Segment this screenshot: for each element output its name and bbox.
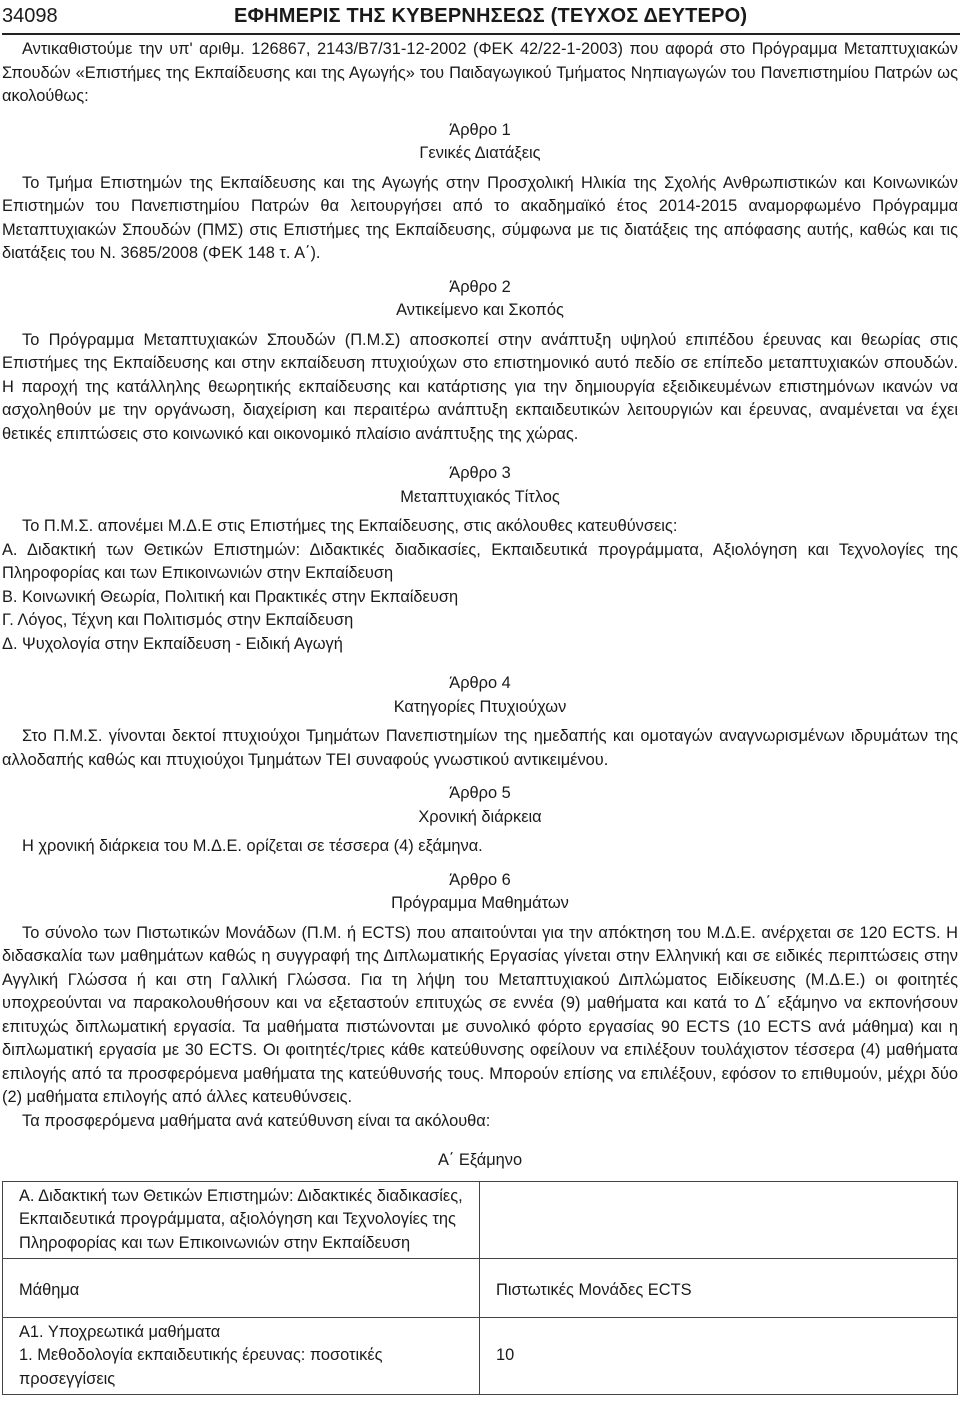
list-item: Δ. Ψυχολογία στην Εκπαίδευση - Ειδική Αγωγή (2, 634, 343, 653)
article-4-title: Άρθρο 4 (449, 674, 511, 692)
article-2-subtitle: Αντικείμενο και Σκοπός (396, 301, 564, 319)
header-rule (2, 33, 960, 35)
article-2-title: Άρθρο 2 (449, 277, 511, 296)
article-3-paragraph: Το Π.Μ.Σ. απονέμει Μ.Δ.Ε στις Επιστήμες της Εκπαίδευσης, στις ακόλουθες κατευθύνσεις: (22, 517, 678, 535)
course-cell (3, 1317, 480, 1395)
course-group-label: Α1. Υποχρεωτικά μαθήματα (19, 1322, 221, 1341)
direction-cell: Α. Διδακτική των Θετικών Επιστημών: Διδακτικές διαδικασίες, Εκπαιδευτικά προγράμματα, αξιολόγηση και Τεχνολογίες της Πληροφορίας και των Επικοινωνιών στην Εκπαίδευση (3, 1181, 480, 1259)
article-2-paragraph: Το Πρόγραμμα Μεταπτυχιακών Σπουδών (Π.Μ.Σ) αποσκοπεί στην ανάπτυξη υψηλού επιπέδου έρευνας και θεωρίας στις Επιστήμες της Εκπαίδευσης και στην εκπαίδευση πτυχιούχων στο επιστημονικό αυτό πεδίο σε επίπεδο μεταπτυχιακών σπουδών. Η παροχή της κατάλληλης θεωρητικής εκπαίδευσης και κατάρτισης για την δημιουργία εξειδικευμένων επιστημόνων ικανών να ασχοληθούν με την οργάνωση, διαχείριση και περαιτέρω ανάπτυξη εκπαιδευτικών λειτουργιών και έρευνας, αναμένεται να έχει θετικές επιπτώσεις στο κοινωνικό και οικονομικό πλαίσιο ανάπτυξης της χώρας. (2, 330, 958, 443)
article-1-paragraph: Το Τμήμα Επιστημών της Εκπαίδευσης και της Αγωγής στην Προσχολική Ηλικία της Σχολής Ανθρωπιστικών και Κοινωνικών Επιστημών του Πανεπιστημίου Πατρών θα λειτουργήσει από το ακαδημαϊκό έτος 2014-2015 αναμορφωμένο Πρόγραμμα Μεταπτυχιακών Σπουδών (ΠΜΣ) στις Επιστήμες της Εκπαίδευσης, σύμφωνα με τις διατάξεις της απόφασης αυτής, καθώς και τις διατάξεις του Ν. 3685/2008 (ΦΕΚ 148 τ. Α΄). (2, 173, 958, 262)
list-item: Β. Κοινωνική Θεωρία, Πολιτική και Πρακτικές στην Εκπαίδευση (2, 587, 459, 606)
article-5-title: Άρθρο 5 (449, 784, 511, 802)
semester-title: Α΄ Εξάμηνο (437, 1151, 523, 1169)
table-row (3, 1317, 958, 1395)
article-6-title: Άρθρο 6 (449, 870, 511, 889)
course-name: 1. Μεθοδολογία εκπαιδευτικής έρευνας: ποσοτικές προσεγγίσεις (19, 1346, 383, 1388)
article-5-paragraph: Η χρονική διάρκεια του Μ.Δ.Ε. ορίζεται σε τέσσερα (4) εξάμηνα. (22, 837, 483, 855)
table-row (3, 1181, 958, 1259)
article-4-subtitle: Κατηγορίες Πτυχιούχων (393, 697, 567, 716)
column-header-course: Μάθημα (3, 1259, 480, 1318)
document-body (2, 38, 958, 1395)
page-header (2, 0, 958, 34)
page-number: 34098 (2, 5, 58, 27)
ects-value: 10 (480, 1317, 958, 1395)
article-6-subtitle: Πρόγραμμα Μαθημάτων (391, 894, 569, 912)
list-item: Α. Διδακτική των Θετικών Επιστημών: Διδακτικές διαδικασίες, Εκπαιδευτικά προγράμματα, Αξιολόγηση και Τεχνολογίες της Πληροφορίας και των Επικοινωνιών στην Εκπαίδευση (2, 540, 958, 582)
article-3-title: Άρθρο 3 (449, 464, 511, 482)
article-3-subtitle: Μεταπτυχιακός Τίτλος (400, 487, 560, 506)
article-5-subtitle: Χρονική διάρκεια (418, 807, 542, 826)
column-header-ects: Πιστωτικές Μονάδες ECTS (480, 1259, 958, 1318)
article-6-paragraph: Το σύνολο των Πιστωτικών Μονάδων (Π.Μ. ή ECTS) που απαιτούνται για την απόκτηση του Μ.Δ.Ε. ανέρχεται σε 120 ECTS. Η διδασκαλία των μαθημάτων καθώς η συγγραφή της Διπλωματικής Εργασίας γίνεται στην Ελληνική και σε ειδικές περιπτώσεις στην Αγγλική Γλώσσα ή και στη Γαλλική Γλώσσα. Για τη λήψη του Μεταπτυχιακού Διπλώματος Ειδίκευσης (Μ.Δ.Ε.) οι φοιτητές υποχρεούνται να παρακολουθήσουν και να εξεταστούν επιτυχώς σε εννέα (9) μαθήματα και κατά το Δ΄ εξάμηνο να εκπονήσουν επιτυχώς διπλωματική εργασία. Τα μαθήματα πιστώνονται με συνολικό φόρτο εργασίας 90 ECTS (10 ECTS ανά μάθημα) και η διπλωματική εργασία με 30 ECTS. Οι φοιτητές/τριες κάθε κατεύθυνσης οφείλουν να επιλέξουν τουλάχιστον τέσσερα (4) μαθήματα επιλογής από τα προσφερόμενα μαθήματα της κατεύθυνσής τους. Μπορούν επίσης να επιλέξουν, εφόσον το επιθυμούν, μέχρι δύο (2) μαθήματα επιλογής από άλλες κατευθύνσεις. (2, 923, 958, 1106)
article-3-direction-list (2, 539, 958, 657)
list-item: Γ. Λόγος, Τέχνη και Πολιτισμός στην Εκπαίδευση (2, 611, 354, 629)
article-1-subtitle: Γενικές Διατάξεις (419, 144, 541, 162)
empty-cell (480, 1181, 958, 1259)
article-6-courses-intro: Τα προσφερόμενα μαθήματα ανά κατεύθυνση είναι τα ακόλουθα: (22, 1111, 491, 1130)
table-header-row (3, 1259, 958, 1318)
gazette-title: ΕΦΗΜΕΡΙΣ ΤΗΣ ΚΥΒΕΡΝΗΣΕΩΣ (ΤΕΥΧΟΣ ΔΕΥΤΕΡΟ) (234, 5, 748, 27)
article-1-title: Άρθρο 1 (449, 120, 511, 139)
courses-table (2, 1181, 958, 1396)
article-4-paragraph: Στο Π.Μ.Σ. γίνονται δεκτοί πτυχιούχοι Τμημάτων Πανεπιστημίων της ημεδαπής και ομοταγών αναγνωρισμένων ιδρυμάτων της αλλοδαπής καθώς και πτυχιούχοι Τμημάτων ΤΕΙ συναφούς γνωστικού αντικειμένου. (2, 727, 958, 769)
intro-paragraph: Αντικαθιστούμε την υπ' αριθμ. 126867, 2143/Β7/31-12-2002 (ΦΕΚ 42/22-1-2003) που αφορά στο Πρόγραμμα Μεταπτυχιακών Σπουδών «Επιστήμες της Εκπαίδευσης και της Αγωγής» του Παιδαγωγικού Τμήματος Νηπιαγωγών του Πανεπιστημίου Πατρών ως ακολούθως: (2, 40, 958, 105)
